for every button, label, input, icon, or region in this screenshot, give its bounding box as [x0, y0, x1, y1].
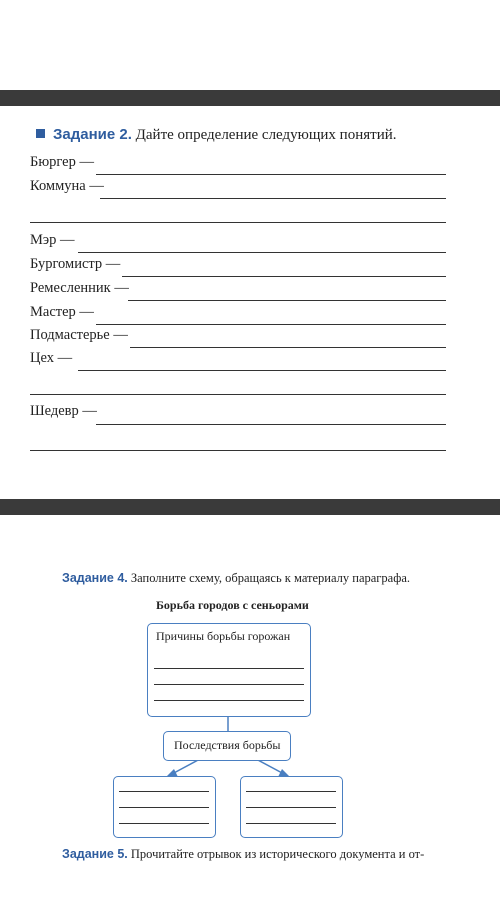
answer-line[interactable] — [154, 684, 304, 685]
answer-line[interactable] — [128, 300, 446, 301]
answer-line[interactable] — [130, 347, 446, 348]
term-apprentice: Подмастерье — — [30, 327, 128, 343]
answer-line[interactable] — [100, 198, 446, 199]
term-burgher: Бюргер — — [30, 154, 94, 170]
answer-line[interactable] — [96, 424, 446, 425]
answer-line[interactable] — [154, 668, 304, 669]
task-5-heading — [62, 847, 424, 862]
consequences-box-title: Последствия борьбы — [174, 738, 281, 752]
answer-line[interactable] — [30, 450, 446, 451]
task-5-instruction: Прочитайте отрывок из исторического документа и от- — [130, 847, 425, 861]
scheme-title: Борьба городов с сеньорами — [156, 598, 309, 612]
answer-line[interactable] — [78, 252, 446, 253]
connector-arrow-left — [172, 759, 200, 774]
square-bullet-icon — [36, 129, 45, 138]
answer-line[interactable] — [246, 807, 336, 808]
term-mayor: Мэр — — [30, 232, 75, 248]
answer-line[interactable] — [122, 276, 446, 277]
causes-box — [147, 623, 311, 717]
answer-line[interactable] — [96, 174, 446, 175]
answer-line[interactable] — [246, 791, 336, 792]
answer-line[interactable] — [30, 394, 446, 395]
task-4-instruction: Заполните схему, обращаясь к материалу параграфа. — [130, 571, 410, 585]
term-master: Мастер — — [30, 304, 94, 320]
answer-line[interactable] — [119, 807, 209, 808]
causes-box-title: Причины борьбы горожан — [156, 629, 291, 643]
task-2-instruction: Дайте определение следующих понятий. — [135, 127, 397, 143]
answer-line[interactable] — [246, 823, 336, 824]
task-4-scheme — [0, 515, 500, 909]
answer-line[interactable] — [30, 222, 446, 223]
task-2-heading — [36, 126, 397, 144]
dark-separator-top — [0, 90, 500, 106]
consequence-box-right — [240, 776, 343, 838]
connector-arrow-right — [256, 759, 284, 774]
term-commune: Коммуна — — [30, 178, 104, 194]
task-2-definitions — [0, 106, 500, 499]
consequence-box-left — [113, 776, 216, 838]
term-burgomaster: Бургомистр — — [30, 256, 121, 272]
task-2-label: Задание 2. — [53, 126, 132, 143]
answer-line[interactable] — [78, 370, 446, 371]
answer-line[interactable] — [154, 700, 304, 701]
task-4-label: Задание 4. — [62, 571, 128, 585]
dark-separator-middle — [0, 499, 500, 515]
task-5-label: Задание 5. — [62, 847, 128, 861]
answer-line[interactable] — [119, 823, 209, 824]
answer-line[interactable] — [96, 324, 446, 325]
term-artisan: Ремесленник — — [30, 280, 129, 296]
consequences-box — [163, 731, 291, 761]
term-masterpiece: Шедевр — — [30, 403, 97, 419]
term-guild: Цех — — [30, 350, 73, 366]
answer-line[interactable] — [119, 791, 209, 792]
